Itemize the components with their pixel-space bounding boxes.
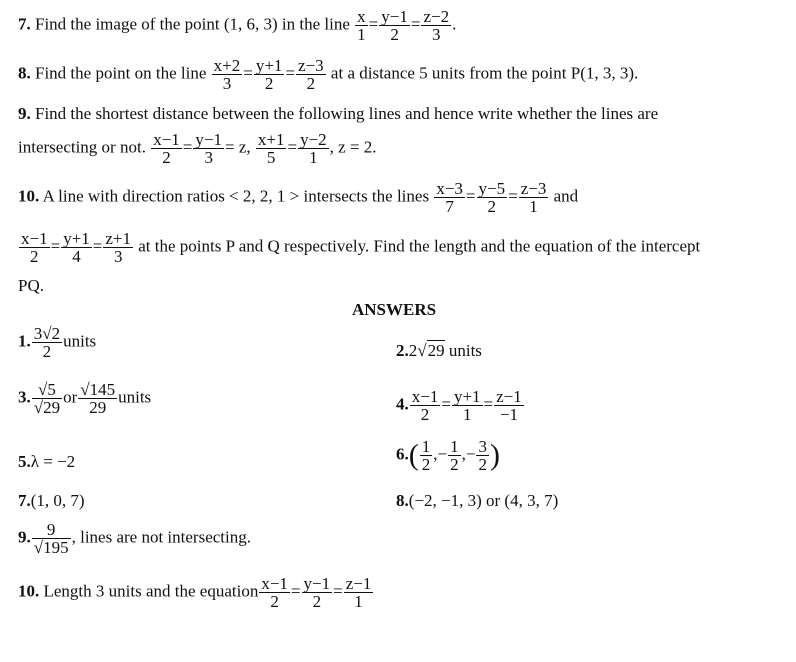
a9-text: , lines are not intersecting. [71,527,251,547]
a4-frac-1: $\frac{x-1}{2}$ [411,387,439,424]
q10-frac-2: $\frac{y-5}{2}$ [478,179,506,216]
a4-frac-2: $\frac{y+1}{1}$ [453,387,481,424]
q9-frac-3: $\frac{x+1}{5}$ [257,130,285,167]
a6-number: 6. [396,444,409,464]
q8-frac-z: $\frac{z-3}{2}$ [298,56,324,93]
q9-line1: Find the shortest distance between the following lines and hence write whether the lines are [35,104,659,123]
a2-unit: units [448,341,482,360]
a1-number: 1. [18,331,31,351]
answer-6: 6.( $\frac{1}{2}$ ,− $\frac{1}{2}$ ,− $\frac{3}{2}$ ) [396,437,500,474]
answer-8 [396,491,558,511]
q10-frac-5: $\frac{y+1}{4}$ [63,229,90,266]
q9-number: 9. [18,104,31,123]
question-10-line3 [18,276,44,296]
a6-frac-3: $\frac{3}{2}$ [478,437,487,474]
answer-5 [18,452,75,472]
q7-frac-z: $\frac{z-2}{3}$ [423,7,450,44]
a3-or: or [63,387,78,407]
a2-coef: 2 [408,341,418,360]
question-10-line2: $\frac{x-1}{2}$ = $\frac{y+1}{4}$ = $\frac{z+1}{3}$ at the points P and Q respectively. Find the length and the equation of the intercept [21,229,701,266]
q8-text-end: at a distance 5 units from the point P(1, 3, 3). [330,63,639,83]
question-9-line1 [18,104,658,124]
a6-frac-2: $\frac{1}{2}$ [450,437,459,474]
q8-number: 8. [18,63,31,83]
q7-number: 7. [18,14,31,34]
question-8: 8. Find the point on the line $\frac{x+2}{3}$ = $\frac{y+1}{2}$ = $\frac{z-3}{2}$ at a distance 5 units from the point P(1, 3, 3). [18,56,639,93]
q9-mid: = z, [224,137,251,157]
q7-text: Find the image of the point (1, 6, 3) in the line [35,14,350,34]
q10-number: 10. [18,186,40,206]
q9-frac-4: $\frac{y-2}{1}$ [300,130,327,167]
a1-frac: $\frac{3√2}{2}$ [33,324,61,361]
a7-number: 7. [18,491,31,510]
q9-end: , z = 2. [329,137,377,157]
q10-frac-4: $\frac{x-1}{2}$ [21,229,48,266]
a3-number: 3. [18,387,31,407]
q8-text: Find the point on the line [35,63,207,83]
a8-text: (−2, −1, 3) or (4, 3, 7) [408,491,559,510]
a10-frac-3: $\frac{z-1}{1}$ [345,574,372,611]
answer-1 [18,325,96,360]
answer-9 [18,521,251,556]
a3-frac-2: $\frac{√145}{29}$ [80,380,116,417]
answers-title: ANSWERS [352,300,437,319]
a5-text: λ = −2 [30,452,76,471]
q8-frac-x: $\frac{x+2}{3}$ [213,56,241,93]
q10-text3: PQ. [18,276,44,295]
a5-number: 5. [18,452,31,471]
q8-frac-y: $\frac{y+1}{2}$ [255,56,283,93]
a3-frac-1: $\frac{√5}{√29}$ [33,380,61,417]
q10-frac-6: $\frac{z+1}{3}$ [105,229,132,266]
a4-frac-3: $\frac{z-1}{-1}$ [496,387,522,424]
a9-frac: $\frac{9}{√195}$ [33,520,69,557]
a3-text: units [118,387,152,407]
a8-number: 8. [396,491,409,510]
a2-radicand: 29 [427,341,445,360]
q7-frac-x: $\frac{x}{1}$ [357,7,366,44]
a10-frac-1: $\frac{x-1}{2}$ [261,574,288,611]
q9-text: intersecting or not. [18,137,146,157]
q10-text2: at the points P and Q respectively. Find the length and the equation of the intercept [138,236,701,256]
answer-7 [18,491,85,511]
q10-and: and [553,186,579,206]
a1-text: units [63,331,97,351]
q10-text: A line with direction ratios < 2, 2, 1 > intersects the lines [42,186,430,206]
q9-frac-1: $\frac{x-1}{2}$ [153,130,180,167]
answer-2: 2.2√29 units [396,341,482,360]
q10-frac-1: $\frac{x-3}{7}$ [436,179,463,216]
q10-frac-3: $\frac{z-3}{1}$ [520,179,547,216]
a7-text: (1, 0, 7) [30,491,85,510]
a9-number: 9. [18,527,31,547]
a10-frac-2: $\frac{y-1}{2}$ [303,574,331,611]
q7-frac-y: $\frac{y-1}{2}$ [381,7,408,44]
question-7: 7. Find the image of the point (1, 6, 3) in the line $\frac{x}{1}$ = $\frac{y-1}{2}$ = $\frac{z-2}{3}$ . [18,7,457,44]
question-10-line1: 10. A line with direction ratios < 2, 2, 1 > intersects the lines $\frac{x-3}{7}$ = $\frac{y-5}{2}$ = $\frac{z-3}{1}$ and [18,179,579,216]
a2-number: 2. [396,341,409,360]
q9-frac-2: $\frac{y-1}{3}$ [195,130,222,167]
a4-number: 4. [396,394,409,414]
a10-text: Length 3 units and the equation [43,581,259,601]
answer-3 [18,381,151,416]
a6-frac-1: $\frac{1}{2}$ [421,437,431,474]
a10-number: 10. [18,581,40,601]
answer-4: 4. $\frac{x-1}{2}$ = $\frac{y+1}{1}$ = $\frac{z-1}{-1}$ [396,387,522,424]
question-9-line2: intersecting or not. $\frac{x-1}{2}$ = $\frac{y-1}{3}$ = z, $\frac{x+1}{5}$ = $\frac{y-2}{1}$ , z = 2. [18,130,377,167]
answer-10: 10. Length 3 units and the equation $\frac{x-1}{2}$ = $\frac{y-1}{2}$ = $\frac{z-1}{1}$ [18,574,372,611]
